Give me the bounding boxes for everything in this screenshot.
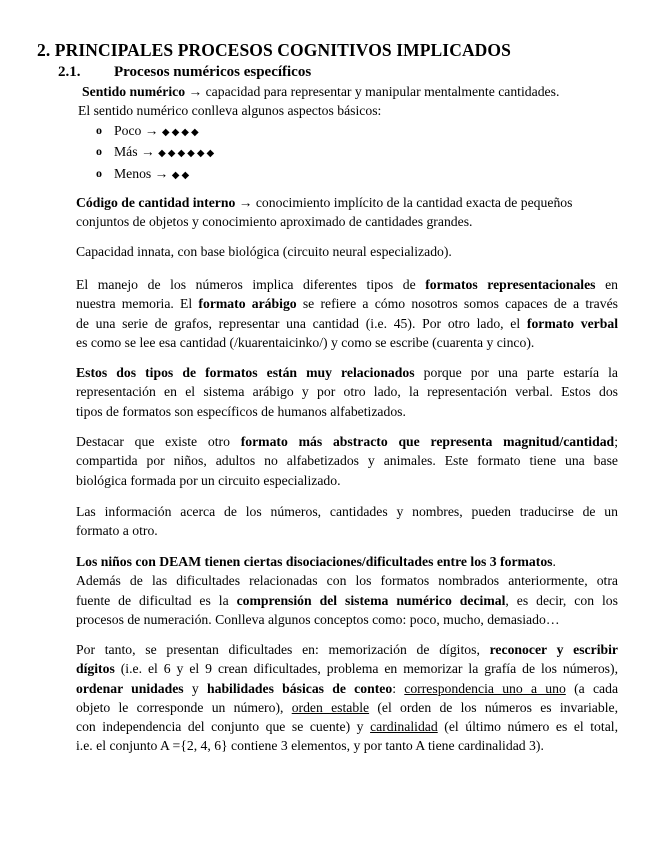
term-ordenar-unidades: ordenar unidades [76, 680, 184, 696]
text-line: compartida por niños, adultos no alfabetizados y animales. Este formato tiene una base [76, 453, 618, 469]
term-codigo-cantidad: Código de cantidad interno [76, 195, 236, 210]
arrow-icon: → [238, 195, 253, 210]
term-cardinalidad: cardinalidad [370, 719, 438, 735]
text: Destacar que existe otro [76, 434, 241, 449]
paragraph-formato-abstracto [76, 432, 618, 490]
subsection-heading [58, 64, 311, 81]
paragraph-formatos [76, 275, 618, 352]
term-sentido-numerico: Sentido numérico [82, 84, 186, 99]
text-line: Además de las dificultades relacionadas con los formatos nombrados anteriormente, otra [76, 573, 618, 589]
text-line: Las información acerca de los números, cantidades y nombres, pueden traducirse de un [76, 504, 618, 519]
bullet-label: Menos → [114, 165, 169, 181]
text-line: es como se lee esa cantidad (/kuarentaicinko/) y como se escribe (cuarenta y cinco). [76, 334, 535, 350]
text: se refiere a cómo nosotros somos capaces de a través [296, 296, 619, 312]
bullet-marker: o [96, 144, 102, 159]
term-correspondencia: correspondencia uno a uno [404, 680, 566, 696]
term-formato-abstracto: formato más abstracto que representa magnitud/cantidad [240, 434, 615, 449]
text: (el orden de los números es invariable, [369, 699, 618, 715]
text-line [76, 679, 618, 698]
term-formato-arabigo: formato arábigo [198, 296, 297, 312]
bullet-label: Poco → [114, 123, 159, 138]
text-line: representación en el sistema arábigo y por otro lado, la representación verbal. Estos dos [76, 384, 618, 400]
text: (i.e. el 6 y el 9 crean dificultades, problema en memorizar la grafía de los números), [114, 661, 618, 677]
list-item [96, 121, 216, 142]
term-deam: Los niños con DEAM tienen ciertas disociaciones/dificultades entre los 3 formatos [76, 554, 553, 569]
text: : [392, 680, 405, 696]
text-line: conjuntos de objetos y conocimiento aproximado de cantidades grandes. [76, 214, 473, 230]
text: en [595, 277, 618, 292]
text-line: biológica formada por un circuito especializado. [76, 472, 341, 488]
text: y [183, 680, 207, 696]
diamond-icons: ◆◆◆◆◆◆ [158, 148, 217, 160]
intro-line: El sentido numérico conlleva algunos aspectos básicos: [78, 103, 382, 118]
text: Por tanto, se presentan dificultades en: memorización de dígitos, [76, 642, 490, 657]
term-formatos-representacionales: formatos representacionales [425, 277, 596, 292]
text-line [76, 717, 618, 736]
paragraph-relacionados [76, 363, 618, 421]
list-item [96, 142, 216, 163]
paragraph-traducirse [76, 502, 618, 541]
subsection-number: 2.1. [58, 64, 81, 80]
text: porque por una parte estaría la [414, 365, 618, 380]
text: (el último número es el total, [437, 719, 618, 735]
bullet-label: Más → [114, 144, 155, 160]
arrow-icon: → [188, 84, 203, 99]
term-relacionados: Estos dos tipos de formatos están muy relacionados [76, 365, 415, 380]
text-line [76, 659, 618, 678]
text-line [76, 640, 618, 659]
text-line: tipos de formatos son específicos de humanos alfabetizados. [76, 403, 406, 419]
text-line [76, 698, 618, 717]
subsection-title: Procesos numéricos específicos [114, 64, 312, 80]
text: El manejo de los números implica diferentes tipos de [76, 277, 426, 292]
sentido-intro [78, 101, 381, 120]
text-line: i.e. el conjunto A ={2, 4, 6} contiene 3 elementos, y por tanto A tiene cardinalidad 3). [76, 738, 544, 754]
text-line [76, 363, 618, 382]
paragraph-codigo-cantidad [76, 193, 618, 232]
aspects-list [96, 121, 216, 185]
paragraph-capacidad-innata [76, 242, 452, 261]
paragraph-dificultades [76, 640, 618, 756]
text: (a cada [565, 680, 619, 696]
text: de una serie de grafos, representar una cantidad (i.e. 45). Por otro lado, el [76, 315, 527, 331]
term-habilidades-conteo: habilidades básicas de conteo [206, 680, 393, 696]
text-line [76, 294, 618, 313]
term-sistema-decimal: comprensión del sistema numérico decimal [236, 592, 506, 608]
bullet-marker: o [96, 123, 102, 137]
text: objeto le corresponde un número), [76, 699, 292, 715]
diamond-icons: ◆◆◆◆ [161, 127, 201, 138]
text: . [552, 554, 556, 569]
paragraph-deam [76, 552, 618, 629]
text-line: Capacidad innata, con base biológica (circuito neural especializado). [76, 244, 452, 259]
definition-text: capacidad para representar y manipular mentalmente cantidades. [202, 84, 560, 99]
text-line: procesos de numeración. Conlleva algunos conceptos como: poco, mucho, demasiado… [76, 611, 560, 627]
section-heading: 2. PRINCIPALES PROCESOS COGNITIVOS IMPLICADOS [37, 40, 511, 60]
term-reconocer-escribir: reconocer y escribir [489, 642, 618, 657]
text: con independencia del conjunto que se cuente) y [76, 719, 371, 735]
text-line [76, 314, 618, 333]
text: ; [614, 434, 618, 449]
text-line: formato a otro. [76, 523, 158, 539]
text-line [76, 275, 618, 294]
list-item [96, 164, 216, 185]
text-line [76, 432, 618, 451]
text: , es decir, con los [505, 592, 618, 608]
text-line [76, 591, 618, 610]
term-digitos: dígitos [76, 661, 115, 677]
term-formato-verbal: formato verbal [526, 315, 619, 331]
text: fuente de dificultad es la [76, 592, 237, 608]
sentido-numerico [82, 82, 559, 101]
diamond-icons: ◆◆ [171, 169, 192, 181]
text: conocimiento implícito de la cantidad exacta de pequeños [252, 195, 573, 210]
text-line [76, 552, 618, 571]
text: nuestra memoria. El [76, 296, 199, 312]
bullet-marker: o [96, 165, 102, 180]
term-orden-estable: orden estable [291, 699, 370, 715]
